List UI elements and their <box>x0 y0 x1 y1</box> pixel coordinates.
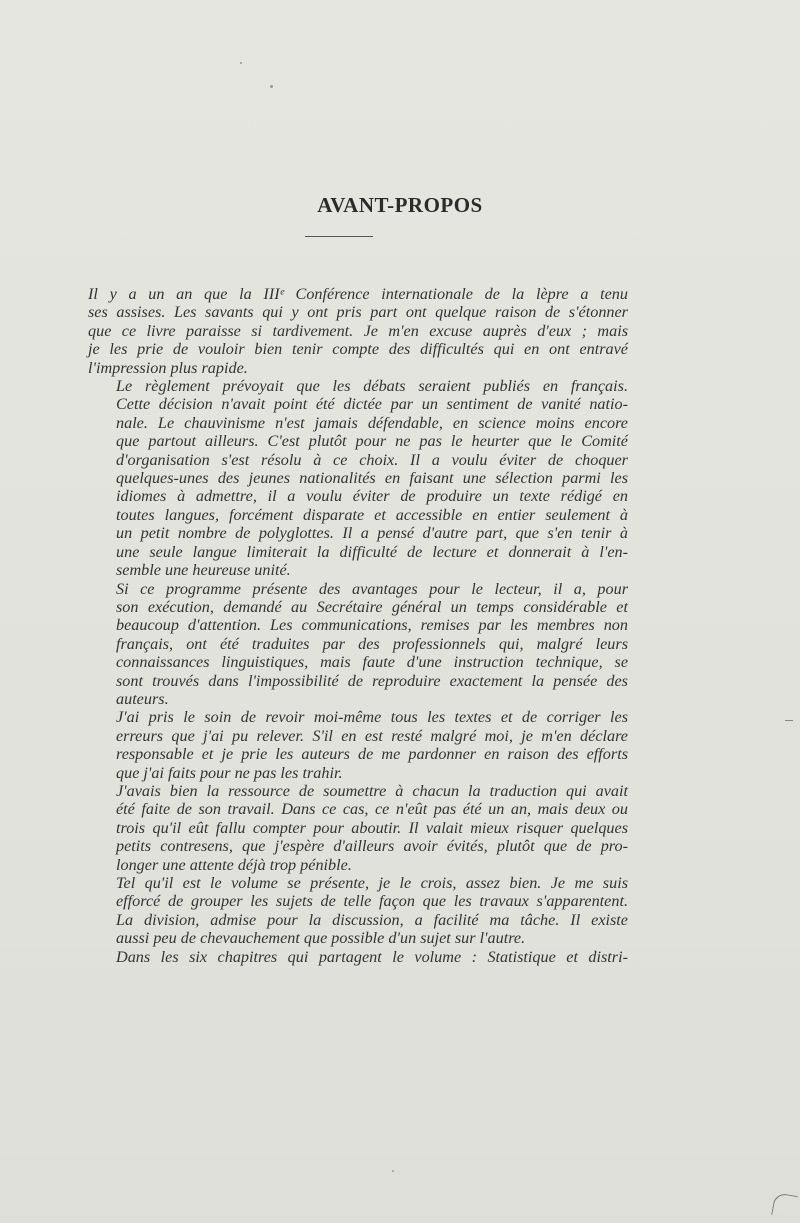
text-line: Dans les six chapitres qui partagent le volume : Statistique et distri- <box>116 947 628 966</box>
paragraph <box>88 580 628 709</box>
paragraph <box>88 377 628 579</box>
text-line: trois qu'il eût fallu compter pour aboutir. Il valait mieux risquer quelques <box>116 818 628 837</box>
text-line: l'impression plus rapide. <box>88 358 248 377</box>
text-line: longer une attente déjà trop pénible. <box>116 855 352 874</box>
paragraph <box>88 708 628 782</box>
page-corner-mark <box>771 1192 798 1219</box>
text-line: toutes langues, forcément disparate et accessible en entier seulement à <box>116 505 628 524</box>
text-line: semble une heureuse unité. <box>116 561 291 580</box>
text-line: je les prie de vouloir bien tenir compte des difficultés qui en ont entravé <box>88 340 628 359</box>
text-line: nale. Le chauvinisme n'est jamais défendable, en science moins encore <box>116 413 628 432</box>
text-line: français, ont été traduites par des professionnels qui, malgré leurs <box>116 634 628 653</box>
text-line: Le règlement prévoyait que les débats seraient publiés en français. <box>116 377 628 396</box>
text-line: idiomes à admettre, il a voulu éviter de produire un texte rédigé en <box>116 487 628 506</box>
paper-speck <box>392 1170 394 1172</box>
text-line: une seule langue limiterait la difficulté de lecture et donnerait à l'en- <box>116 542 628 561</box>
text-line: Tel qu'il est le volume se présente, je le crois, assez bien. Je me suis <box>116 874 628 892</box>
text-line: que j'ai faits pour ne pas les trahir. <box>116 763 343 782</box>
text-line: sont trouvés dans l'impossibilité de reproduire exactement la pensée des <box>116 671 628 690</box>
paragraph <box>88 782 628 874</box>
text-line: aussi peu de chevauchement que possible d'un sujet sur l'autre. <box>116 929 526 948</box>
text-line: Cette décision n'avait point été dictée par un sentiment de vanité natio- <box>116 395 628 414</box>
text-line: connaissances linguistiques, mais faute d'une instruction technique, se <box>116 653 628 672</box>
text-line: efforcé de grouper les sujets de telle façon que les travaux s'apparentent. <box>116 892 628 911</box>
text-line: auteurs. <box>116 689 169 708</box>
text-line: quelques-unes des jeunes nationalités en faisant une sélection parmi les <box>116 469 628 488</box>
text-line: beaucoup d'attention. Les communications, remises par les membres non <box>116 616 628 635</box>
text-line: que partout ailleurs. C'est plutôt pour ne pas le heurter que le Comité <box>116 432 628 451</box>
text-line: Si ce programme présente des avantages pour le lecteur, il a, pour <box>116 579 628 598</box>
paragraph <box>88 285 628 377</box>
paragraph <box>88 874 628 948</box>
text-line: Il y a un an que la IIIᵉ Conférence internationale de la lèpre a tenu <box>88 285 628 303</box>
text-line: d'organisation s'est résolu à ce choix. Il a voulu éviter de choquer <box>116 450 628 469</box>
text-line: un petit nombre de polyglottes. Il a pensé d'autre part, que s'en tenir à <box>116 524 628 543</box>
text-line: son exécution, demandé au Secrétaire général un temps considérable et <box>116 597 628 616</box>
paper-speck <box>240 62 242 64</box>
text-line: La division, admise pour la discussion, a facilité ma tâche. Il existe <box>116 910 628 929</box>
text-line: J'ai pris le soin de revoir moi-même tous les textes et de corriger les <box>116 708 628 727</box>
text-line: petits contresens, que j'espère d'ailleurs avoir évités, plutôt que de pro- <box>116 837 628 856</box>
foreword-body <box>88 285 628 966</box>
page-title: AVANT-PROPOS <box>317 193 483 217</box>
text-line: été faite de son travail. Dans ce cas, ce n'eût pas été un an, mais deux ou <box>116 800 628 819</box>
paper-speck <box>270 85 273 88</box>
margin-mark <box>785 720 793 721</box>
text-line: J'avais bien la ressource de soumettre à chacun la traduction qui avait <box>116 781 628 800</box>
text-line: que ce livre paraisse si tardivement. Je m'en excuse auprès d'eux ; mais <box>88 321 628 340</box>
paragraph <box>88 948 628 966</box>
text-line: responsable et je prie les auteurs de me pardonner en raison des efforts <box>116 745 628 764</box>
text-line: erreurs que j'ai pu relever. S'il en est resté malgré moi, je m'en déclare <box>116 726 628 745</box>
title-divider <box>305 236 373 237</box>
text-line: ses assises. Les savants qui y ont pris part ont quelque raison de s'étonner <box>88 303 628 322</box>
